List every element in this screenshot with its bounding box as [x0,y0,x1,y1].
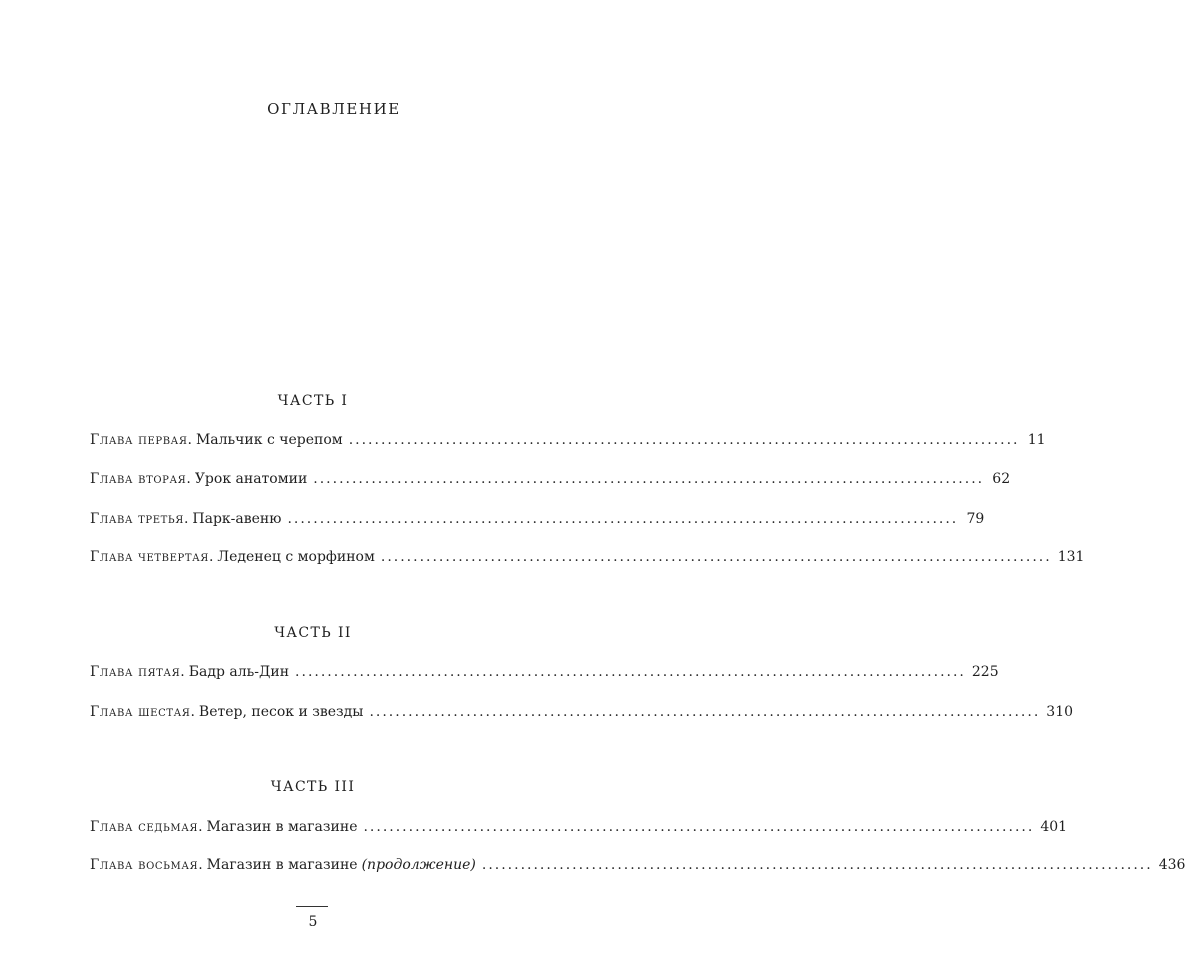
dot-leader: ........................................................................................................ [348,432,1020,448]
part-heading-1: ЧАСТЬ I [277,393,349,409]
dot-leader: ........................................................................................................ [481,857,1153,873]
footer-rule [296,906,328,907]
dot-leader: ........................................................................................................ [380,549,1052,565]
chapter-title: Магазин в магазине [206,857,358,873]
part-heading-2: ЧАСТЬ II [274,625,352,641]
chapter-label: Глава пятая [90,664,181,680]
page-ref: 131 [1057,549,1085,565]
chapter-label: Глава вторая [90,471,187,487]
dot-leader: ........................................................................................................ [363,819,1035,835]
chapter-title: Магазин в магазине [206,819,358,835]
toc-entry-chapter-1[interactable] [90,432,1046,452]
chapter-label: Глава четвертая [90,549,209,565]
toc-entry-chapter-6[interactable] [90,704,1074,724]
chapter-title: Мальчик с черепом [195,432,343,448]
chapter-label: Глава седьмая [90,819,199,835]
part-heading-3: ЧАСТЬ III [270,779,356,795]
chapter-label: Глава первая [90,432,188,448]
chapter-separator: . [208,549,214,565]
dot-leader: ........................................................................................................ [369,704,1041,720]
chapter-label: Глава третья [90,511,184,527]
toc-entry-chapter-2[interactable] [90,471,1011,491]
toc-entry-chapter-5[interactable] [90,664,999,684]
dot-leader: ........................................................................................................ [295,664,966,680]
chapter-label: Глава шестая [90,704,191,720]
chapter-label: Глава восьмая [90,857,199,873]
chapter-separator: . [187,432,192,448]
chapter-title-note: (продолжение) [361,857,476,873]
page-ref: 225 [971,664,999,680]
dot-leader: ........................................................................................................ [287,511,959,527]
toc-entry-chapter-3[interactable] [90,511,985,531]
chapter-separator: . [198,857,203,873]
page-number: 5 [308,914,318,930]
chapter-separator: . [186,471,191,487]
page-ref: 62 [992,471,1011,487]
chapter-title: Урок анатомии [194,471,308,487]
page-ref: 11 [1027,432,1046,448]
chapter-title: Парк-авеню [192,511,282,527]
chapter-separator: . [180,664,185,680]
chapter-separator: . [198,819,203,835]
page-ref: 310 [1046,704,1074,720]
page-ref: 401 [1040,819,1068,835]
chapter-separator: . [190,704,195,720]
dot-leader: ........................................................................................................ [313,471,985,487]
toc-entry-chapter-7[interactable] [90,819,1068,839]
page-ref: 436 [1158,857,1185,873]
page-title: ОГЛАВЛЕНИЕ [267,100,401,118]
page-ref: 79 [966,511,985,527]
chapter-separator: . [183,511,189,527]
chapter-title: Бадр аль-Дин [188,664,290,680]
chapter-title: Ветер, песок и звезды [198,704,364,720]
toc-entry-chapter-8[interactable] [90,857,1185,877]
toc-entry-chapter-4[interactable] [90,549,1085,569]
chapter-title: Леденец с морфином [217,549,375,565]
